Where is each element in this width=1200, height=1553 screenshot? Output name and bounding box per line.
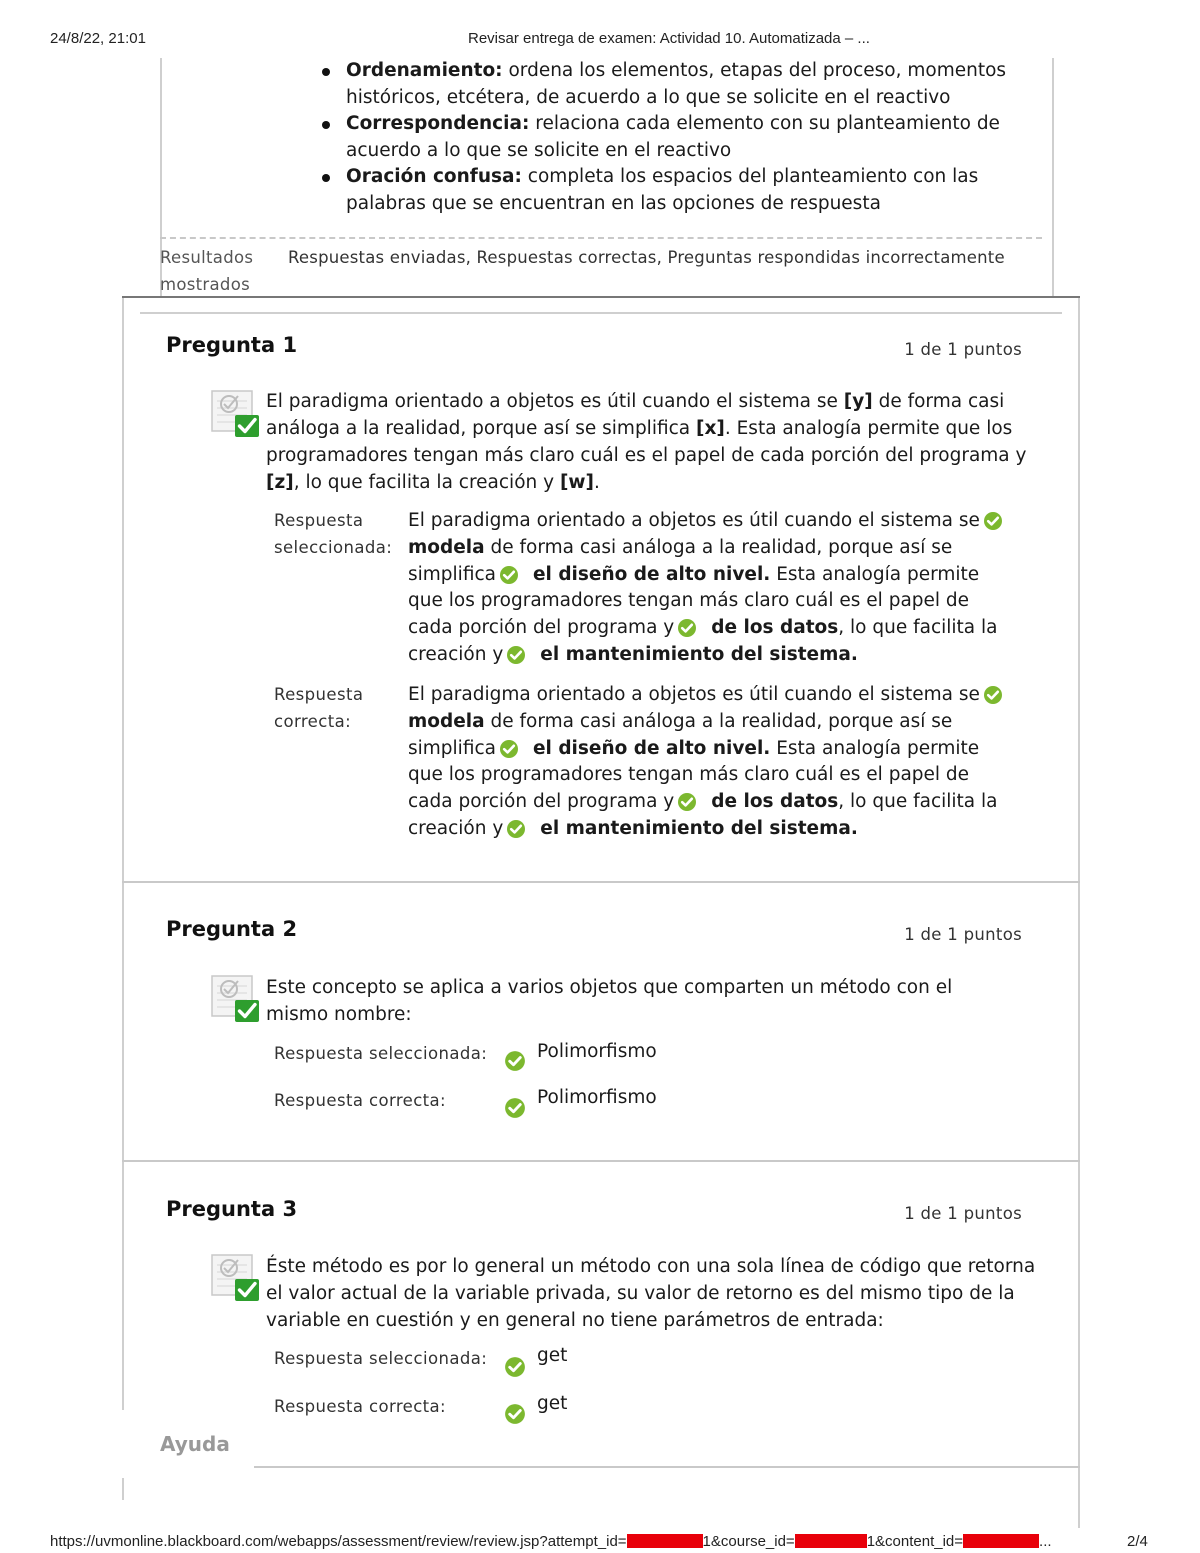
blank-marker: [z] xyxy=(266,472,294,493)
check-icon xyxy=(983,511,1003,531)
answer-fill: de los datos xyxy=(711,617,839,639)
outer-right-border xyxy=(1078,298,1080,1528)
question-text-part: . Esta analogía permite que los programadores tengan más claro cuál es el papel de cada porción del programa y xyxy=(266,418,1027,466)
check-icon xyxy=(506,645,526,665)
question-1-text xyxy=(266,388,1046,496)
correct-answer-label: Respuesta correcta: xyxy=(274,1397,447,1416)
instructions xyxy=(160,58,1040,217)
correct-answer-label: Respuesta correcta: xyxy=(274,1091,447,1110)
check-icon xyxy=(504,1050,526,1072)
page-number: 2/4 xyxy=(1127,1533,1148,1550)
answer-text-part: El paradigma orientado a objetos es útil cuando el sistema se xyxy=(408,510,980,531)
print-date: 24/8/22, 21:01 xyxy=(50,30,146,47)
answer-text-part: de forma casi análoga a la realidad, porque así se simplifica xyxy=(408,710,953,759)
question-3-title: Pregunta 3 xyxy=(166,1197,298,1221)
answer-text-part: , lo que facilita la creación y xyxy=(408,791,998,839)
question-1-title: Pregunta 1 xyxy=(166,333,298,357)
answer-fill: de los datos xyxy=(711,791,839,813)
selected-answer-body xyxy=(408,508,1018,669)
instruction-term: Correspondencia: xyxy=(346,113,530,134)
redaction-mark xyxy=(795,1534,867,1548)
instruction-item xyxy=(160,58,1040,111)
correct-question-icon xyxy=(211,973,261,1023)
question-1-points: 1 de 1 puntos xyxy=(904,340,1022,359)
question-text-part: de forma casi análoga a la realidad, porque así se simplifica xyxy=(266,391,1005,439)
check-icon xyxy=(983,685,1003,705)
instruction-term: Oración confusa: xyxy=(346,166,522,187)
panel-right-border xyxy=(1052,58,1054,298)
url-segment: 1&content_id= xyxy=(866,1533,964,1550)
question-text-part: El paradigma orientado a objetos es útil cuando el sistema se xyxy=(266,391,844,412)
correct-question-icon xyxy=(211,1252,261,1302)
answer-fill: el diseño de alto nivel. xyxy=(532,737,771,759)
check-icon xyxy=(506,819,526,839)
correct-question-icon xyxy=(211,388,261,438)
redaction-mark xyxy=(963,1534,1039,1548)
outer-left-border xyxy=(122,298,124,1410)
bullet-icon xyxy=(322,121,330,129)
answer-fill: modela xyxy=(408,710,485,732)
selected-answer-label: Respuesta seleccionada: xyxy=(274,1349,488,1368)
question-2-text: Este concepto se aplica a varios objetos que comparten un método con el mismo nombre: xyxy=(266,977,953,1025)
selected-answer-value: Polimorfismo xyxy=(537,1041,657,1062)
instruction-item xyxy=(160,164,1040,217)
url-segment: ... xyxy=(1039,1533,1052,1550)
dashed-separator xyxy=(160,237,1042,239)
lower-left-border xyxy=(122,1478,124,1500)
check-icon xyxy=(677,618,697,638)
check-icon xyxy=(504,1356,526,1378)
answer-text-part: El paradigma orientado a objetos es útil cuando el sistema se xyxy=(408,684,980,705)
check-icon xyxy=(677,792,697,812)
question-2-points: 1 de 1 puntos xyxy=(904,925,1022,944)
answer-text-part: Esta analogía permite que los programadores tengan más claro cuál es el papel de cada porción del programa y xyxy=(408,563,980,639)
bullet-icon xyxy=(322,174,330,182)
help-link[interactable]: Ayuda xyxy=(160,1432,230,1456)
correct-answer-value: Polimorfismo xyxy=(537,1087,657,1108)
selected-answer-label: Respuesta seleccionada: xyxy=(274,1044,488,1063)
print-title: Revisar entrega de examen: Actividad 10. Automatizada – ... xyxy=(468,30,870,47)
selected-answer-value: get xyxy=(537,1345,568,1366)
question-text-part: . xyxy=(593,472,600,493)
instruction-desc: completa los espacios del planteamiento con las palabras que se encuentran en las opciones de respuesta xyxy=(346,166,979,214)
answer-fill: el mantenimiento del sistema. xyxy=(540,817,858,839)
instruction-desc: ordena los elementos, etapas del proceso, momentos históricos, etcétera, de acuerdo a lo que se solicite en el reactivo xyxy=(346,60,1007,108)
inner-top-border xyxy=(140,312,1062,314)
answer-fill: el mantenimiento del sistema. xyxy=(540,643,858,665)
question-2-title: Pregunta 2 xyxy=(166,917,298,941)
correct-answer-label: Respuesta correcta: xyxy=(274,685,364,731)
answer-text-part: Esta analogía permite que los programadores tengan más claro cuál es el papel de cada porción del programa y xyxy=(408,737,980,813)
bullet-icon xyxy=(322,68,330,76)
check-icon xyxy=(499,739,519,759)
blank-marker: [y] xyxy=(843,391,873,412)
answer-fill: modela xyxy=(408,536,485,558)
answer-fill: el diseño de alto nivel. xyxy=(532,563,771,585)
question-text-part: , lo que facilita la creación y xyxy=(293,472,560,493)
blank-marker: [w] xyxy=(559,472,594,493)
selected-answer-label: Respuesta seleccionada: xyxy=(274,511,393,557)
blank-marker: [x] xyxy=(696,418,725,439)
print-url xyxy=(50,1533,1052,1550)
question-3-points: 1 de 1 puntos xyxy=(904,1204,1022,1223)
check-icon xyxy=(504,1403,526,1425)
check-icon xyxy=(499,565,519,585)
url-segment: 1&course_id= xyxy=(702,1533,795,1550)
results-label: Resultados mostrados xyxy=(160,248,254,294)
redaction-mark xyxy=(627,1534,703,1548)
correct-answer-body xyxy=(408,682,1018,843)
results-value: Respuestas enviadas, Respuestas correctas, Preguntas respondidas incorrectamente xyxy=(288,248,1005,267)
url-segment: https://uvmonline.blackboard.com/webapps/assessment/review/review.jsp?attempt_id= xyxy=(50,1533,627,1550)
answer-text-part: de forma casi análoga a la realidad, porque así se simplifica xyxy=(408,536,953,585)
correct-answer-value: get xyxy=(537,1393,568,1414)
check-icon xyxy=(504,1097,526,1119)
question-divider xyxy=(122,1160,1080,1162)
instruction-term: Ordenamiento: xyxy=(346,60,503,81)
bottom-divider xyxy=(254,1466,1080,1468)
section-divider xyxy=(122,296,1080,298)
question-divider xyxy=(122,881,1080,883)
answer-text-part: , lo que facilita la creación y xyxy=(408,617,998,665)
question-3-text: Éste método es por lo general un método con una sola línea de código que retorna el valor actual de la variable privada, su valor de retorno es del mismo tipo de la variable en cuestión y en general no tiene parámetros de entrada: xyxy=(266,1256,1036,1331)
instruction-item xyxy=(160,111,1040,164)
instruction-desc: relaciona cada elemento con su planteamiento de acuerdo a lo que se solicite en el reactivo xyxy=(346,113,1000,161)
